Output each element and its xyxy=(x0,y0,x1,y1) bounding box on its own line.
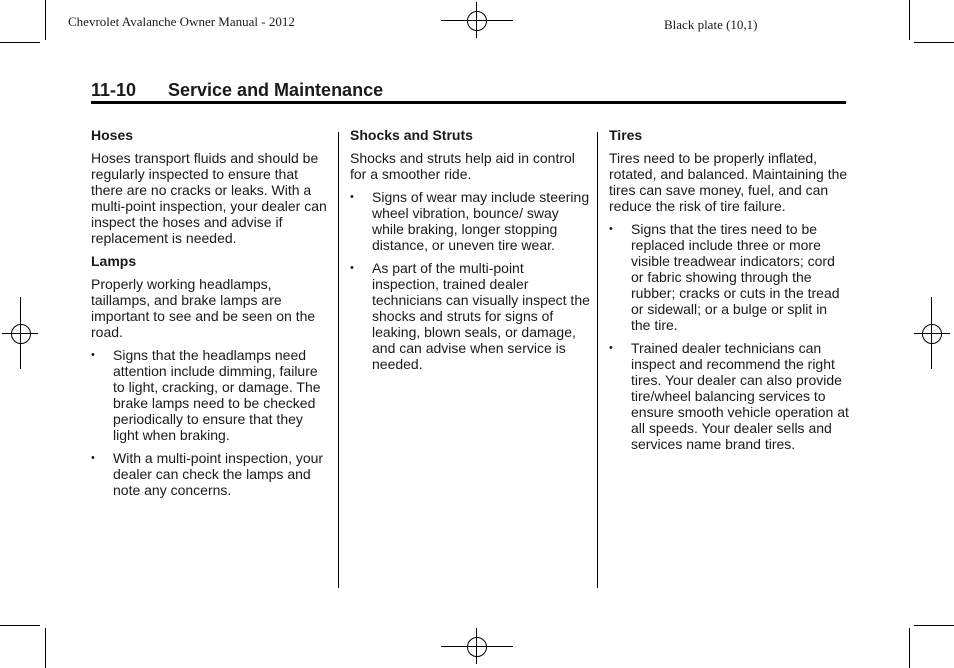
bullet-icon: • xyxy=(91,349,95,361)
registration-target-icon xyxy=(11,324,31,344)
running-header-title: Chevrolet Avalanche Owner Manual - 2012 xyxy=(68,14,295,29)
column-divider xyxy=(597,132,598,588)
bullet-icon: • xyxy=(350,262,354,274)
list-item xyxy=(609,221,849,333)
bullet-list xyxy=(91,347,331,498)
page-number: 11-10 xyxy=(91,80,137,100)
bullet-icon: • xyxy=(350,191,354,203)
body-paragraph: Tires need to be properly inflated, rotated, and balanced. Maintaining the tires can save money, fuel, and can reduce the risk of tire failure. xyxy=(609,150,848,214)
bullet-icon: • xyxy=(609,223,613,235)
list-item xyxy=(91,347,331,443)
list-item-text: Signs that the headlamps need attention include dimming, failure to light, cracking, or damage. The brake lamps need to be checked periodically to ensure that they light when braking. xyxy=(113,347,321,443)
crop-mark xyxy=(909,0,910,40)
body-paragraph: Shocks and struts help aid in control for a smoother ride. xyxy=(350,150,575,182)
crop-mark xyxy=(914,42,954,43)
list-item-text: Trained dealer technicians can inspect and recommend the right tires. Your dealer can also provide tire/wheel balancing services to ensure smooth vehicle operation at all speeds. Your dealer sells and services name brand tires. xyxy=(631,340,849,452)
subsection-heading: Tires xyxy=(609,127,643,143)
column-1 xyxy=(91,127,331,505)
crop-mark xyxy=(0,625,40,626)
subsection-heading: Lamps xyxy=(91,253,137,269)
plate-label: Black plate (10,1) xyxy=(664,17,758,32)
list-item-text: Signs that the tires need to be replaced include three or more visible treadwear indicators; cord or fabric showing through the rubber; cracks or cuts in the tread or sidewall; or a bulge or split in the tire. xyxy=(631,221,840,333)
crop-mark xyxy=(0,42,40,43)
list-item xyxy=(609,340,849,452)
column-3 xyxy=(609,127,849,459)
bullet-icon: • xyxy=(609,342,613,354)
crop-mark xyxy=(45,0,46,40)
column-2 xyxy=(350,127,590,379)
list-item xyxy=(350,189,590,253)
bullet-list xyxy=(609,221,849,452)
body-paragraph: Properly working headlamps, taillamps, and brake lamps are important to see and be seen on the road. xyxy=(91,276,316,340)
registration-target-icon xyxy=(467,11,487,31)
crop-mark xyxy=(914,625,954,626)
column-divider xyxy=(338,132,339,588)
registration-target-icon xyxy=(922,324,942,344)
section-title: Service and Maintenance xyxy=(168,80,384,100)
registration-target-icon xyxy=(467,637,487,657)
subsection-heading: Hoses xyxy=(91,127,134,143)
list-item xyxy=(91,450,331,498)
crop-mark xyxy=(45,628,46,668)
bullet-icon: • xyxy=(91,452,95,464)
list-item xyxy=(350,260,590,372)
section-heading xyxy=(91,80,383,101)
list-item-text: With a multi-point inspection, your dealer can check the lamps and note any concerns. xyxy=(113,450,324,498)
list-item-text: Signs of wear may include steering wheel vibration, bounce/ sway while braking, longer stopping distance, or uneven tire wear. xyxy=(372,189,590,253)
crop-mark xyxy=(909,628,910,668)
subsection-heading: Shocks and Struts xyxy=(350,127,473,143)
heading-rule xyxy=(91,101,846,104)
body-paragraph: Hoses transport fluids and should be regularly inspected to ensure that there are no cracks or leaks. With a multi-point inspection, your dealer can inspect the hoses and advise if replacement is needed. xyxy=(91,150,327,246)
bullet-list xyxy=(350,189,590,372)
list-item-text: As part of the multi-point inspection, trained dealer technicians can visually inspect the shocks and struts for signs of leaking, blown seals, or damage, and can advise when service is needed. xyxy=(372,260,590,372)
